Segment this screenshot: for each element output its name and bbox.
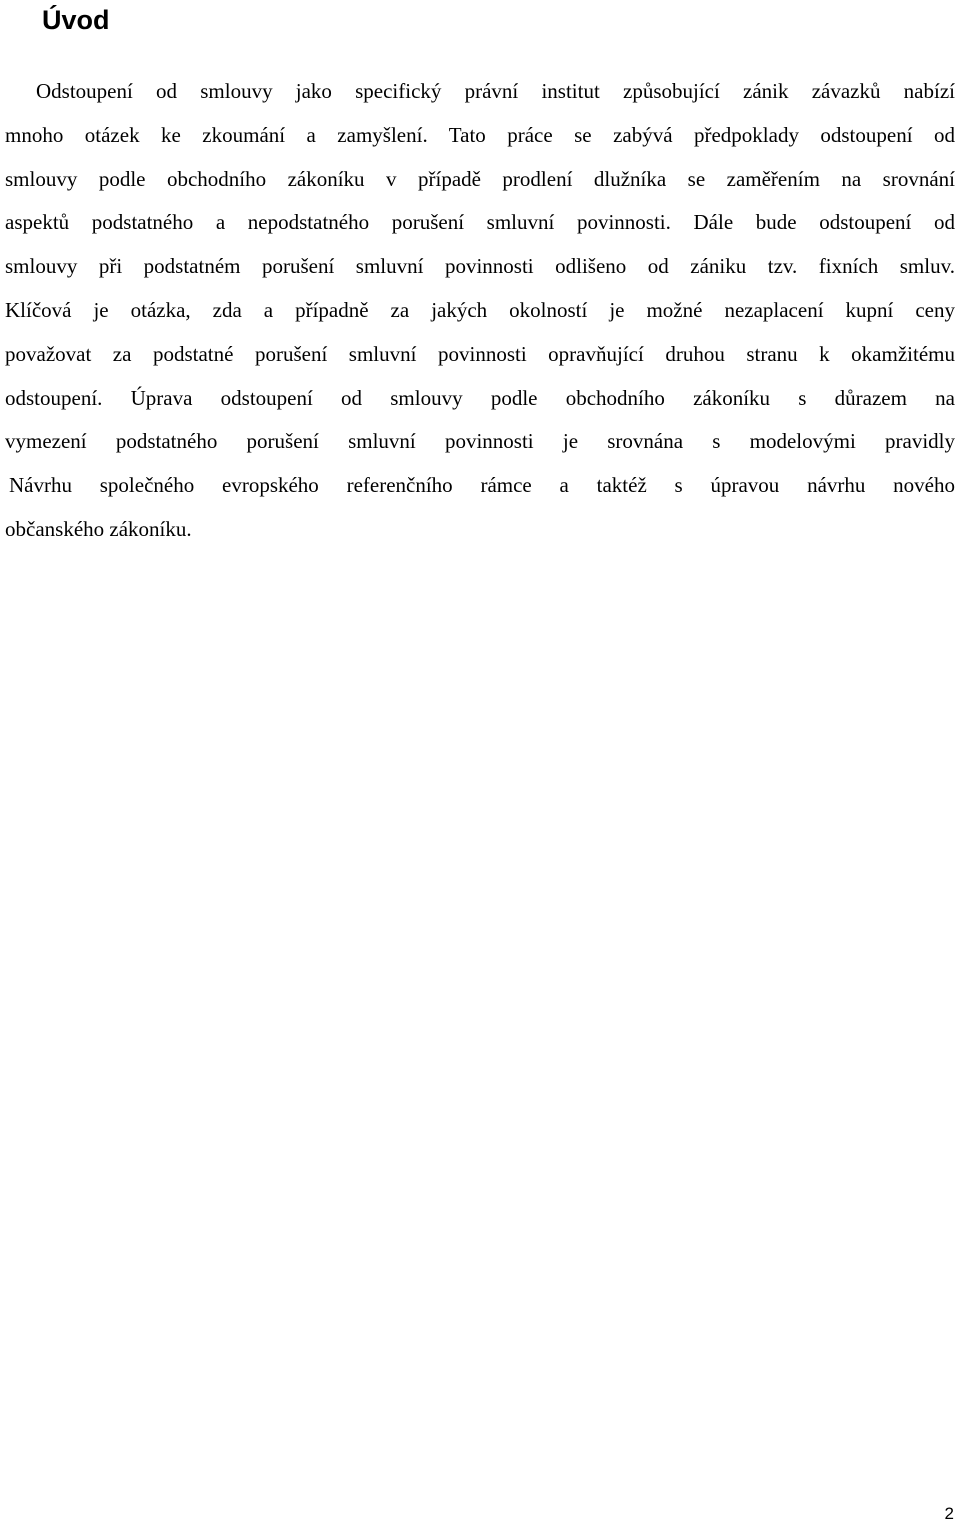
section-heading: Úvod bbox=[42, 5, 110, 35]
paragraph-line: smlouvy při podstatném porušení smluvní povinnosti odlišeno od zániku tzv. fixních smluv. bbox=[5, 254, 955, 278]
paragraph-line: smlouvy podle obchodního zákoníku v případě prodlení dlužníka se zaměřením na srovnání bbox=[5, 167, 955, 191]
paragraph-line: Klíčová je otázka, zda a případně za jakých okolností je možné nezaplacení kupní ceny bbox=[5, 298, 955, 322]
paragraph-line: občanského zákoníku. bbox=[5, 517, 192, 541]
paragraph-line: Návrhu společného evropského referenčního rámce a taktéž s úpravou návrhu nového bbox=[9, 473, 955, 497]
paragraph-line: aspektů podstatného a nepodstatného porušení smluvní povinnosti. Dále bude odstoupení od bbox=[5, 210, 955, 234]
paragraph-line: Odstoupení od smlouvy jako specifický právní institut způsobující zánik závazků nabízí bbox=[36, 79, 955, 103]
page-number: 2 bbox=[944, 1504, 954, 1523]
paragraph-line: mnoho otázek ke zkoumání a zamyšlení. Tato práce se zabývá předpoklady odstoupení od bbox=[5, 123, 955, 147]
paragraph-line: vymezení podstatného porušení smluvní povinnosti je srovnána s modelovými pravidly bbox=[5, 429, 955, 453]
paragraph-line: odstoupení. Úprava odstoupení od smlouvy podle obchodního zákoníku s důrazem na bbox=[5, 386, 955, 410]
paragraph-line: považovat za podstatné porušení smluvní povinnosti opravňující druhou stranu k okamžitému bbox=[5, 342, 955, 366]
